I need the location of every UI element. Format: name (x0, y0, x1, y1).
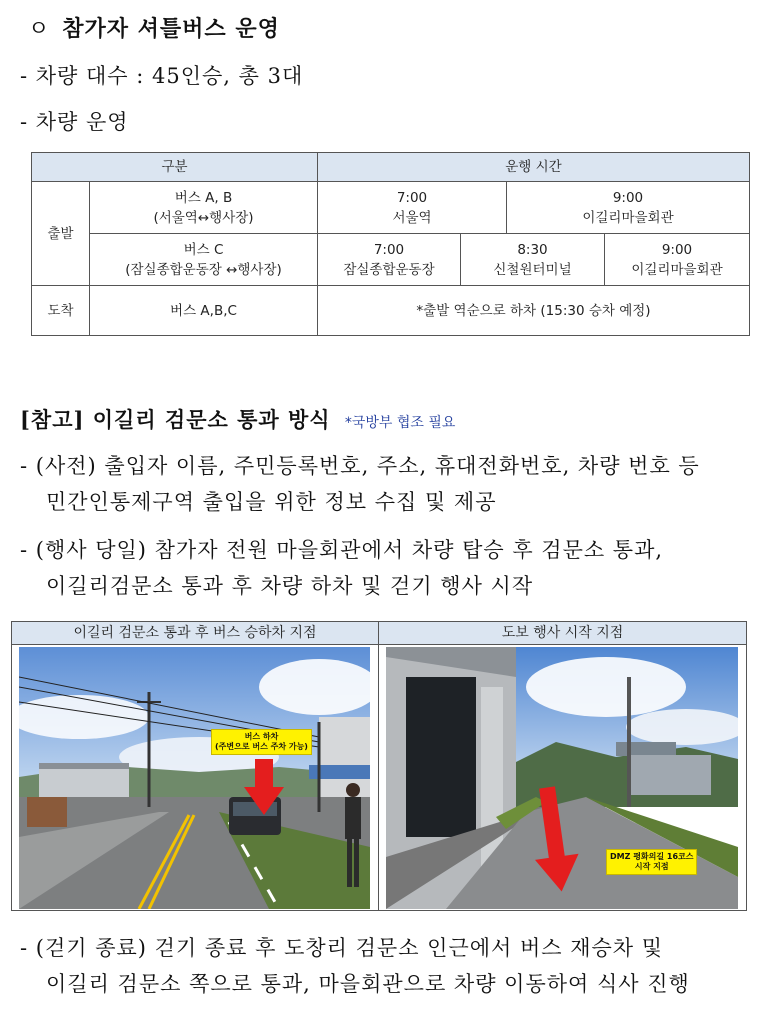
photo-divider (378, 622, 379, 910)
arrival-bus-cell: 버스 A,B,C (90, 286, 318, 336)
bus-name: 버스 C (183, 241, 224, 258)
header-category: 구분 (32, 153, 318, 182)
table-row (32, 182, 750, 234)
time-cell (507, 182, 750, 234)
reference-item-1-line1: - (사전) 출입자 이름, 주민등록번호, 주소, 휴대전화번호, 차량 번호 등 (20, 454, 700, 478)
bus-stop-photo (19, 647, 370, 909)
table-row (32, 286, 750, 336)
time-cell (318, 234, 461, 286)
left-photo-caption: 이길리 검문소 통과 후 버스 승하차 지점 (12, 622, 378, 645)
walk-start-photo (386, 647, 738, 909)
place-value: 잠실종합운동장 (343, 261, 435, 278)
right-photo-caption: 도보 행사 시작 지점 (379, 622, 746, 645)
bus-route: (서울역↔행사장) (153, 209, 254, 226)
header-time: 운행 시간 (318, 153, 750, 182)
photo-table (11, 621, 747, 911)
table-header-row (32, 153, 750, 182)
bus-stop-sign (211, 729, 312, 755)
time-cell (461, 234, 605, 286)
shuttle-schedule-table (31, 152, 750, 336)
sign-line: 시작 지점 (634, 862, 669, 871)
time-value: 8:30 (517, 241, 548, 258)
reference-title: [참고] 이길리 검문소 통과 방식 (20, 407, 331, 432)
bus-route: (잠실종합운동장 ↔행사장) (125, 261, 282, 278)
table-row (32, 234, 750, 286)
time-value: 9:00 (661, 241, 693, 258)
closing-line1: - (걷기 종료) 걷기 종료 후 도창리 검문소 인근에서 버스 재승차 및 (20, 936, 664, 960)
reference-item-2-line2: 이길리검문소 통과 후 차량 하차 및 걷기 행사 시작 (46, 574, 534, 598)
arrival-label: 도착 (32, 286, 90, 336)
section-title: 참가자 셔틀버스 운영 (62, 16, 280, 42)
vehicle-operation-line: - 차량 운영 (20, 110, 129, 134)
sign-line: 버스 하차 (244, 732, 279, 741)
bullet-marker: ㅇ (28, 17, 51, 42)
reference-heading (20, 404, 455, 434)
place-value: 서울역 (392, 209, 432, 226)
sign-line: DMZ 평화의길 16코스 (610, 852, 694, 861)
reference-note: *국방부 협조 필요 (344, 415, 456, 431)
section-heading (28, 12, 280, 43)
time-value: 7:00 (396, 189, 428, 206)
time-cell (605, 234, 750, 286)
reference-item-1-line2: 민간인통제구역 출입을 위한 정보 수집 및 제공 (46, 490, 497, 514)
place-value: 신철원터미널 (493, 261, 572, 278)
arrival-note-cell: *출발 역순으로 하차 (15:30 승차 예정) (318, 286, 750, 336)
closing-line2: 이길리 검문소 쪽으로 통과, 마을회관으로 차량 이동하여 식사 진행 (46, 972, 690, 996)
reference-item-2-line1: - (행사 당일) 참가자 전원 마을회관에서 차량 탑승 후 검문소 통과, (20, 538, 664, 562)
place-value: 이길리마을회관 (582, 209, 674, 226)
time-value: 7:00 (373, 241, 405, 258)
departure-label: 출발 (32, 182, 90, 286)
place-value: 이길리마을회관 (631, 261, 723, 278)
vehicle-count-line: - 차량 대수 : 45인승, 총 3대 (20, 64, 304, 88)
bus-c-cell (90, 234, 318, 286)
walk-start-sign (606, 849, 697, 875)
time-cell (318, 182, 507, 234)
time-value: 9:00 (612, 189, 644, 206)
bus-ab-cell (90, 182, 318, 234)
sign-line: (주변으로 버스 주차 가능) (215, 742, 308, 751)
bus-name: 버스 A, B (174, 189, 233, 206)
